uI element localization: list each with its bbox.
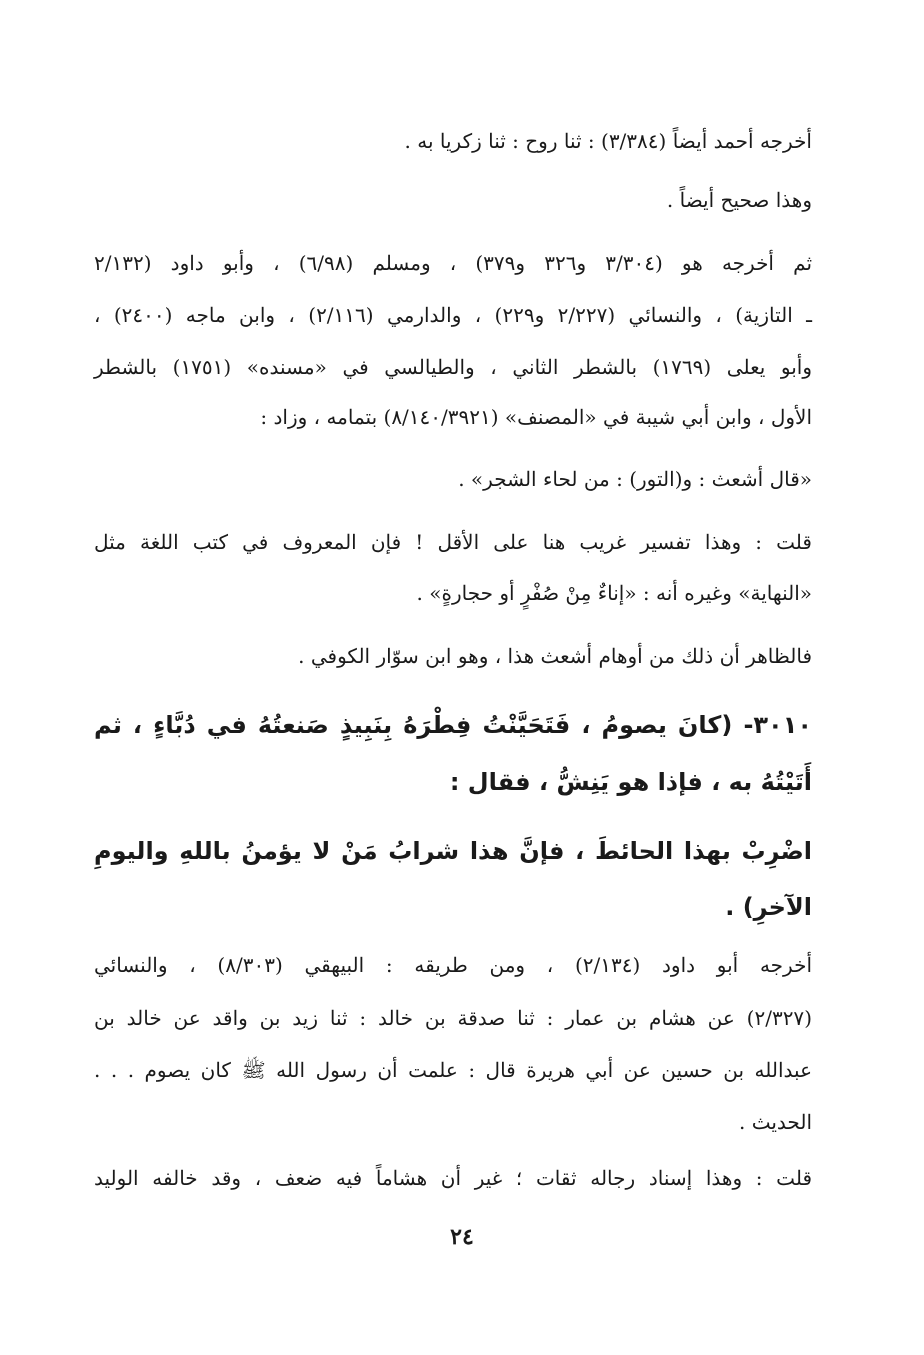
text-line: عبدالله بن حسين عن أبي هريرة قال : علمت أن رسول الله ﷺ كان يصوم . . . <box>94 1058 812 1082</box>
text-line: وأبو يعلى (١٧٦٩) بالشطر الثاني ، والطيالسي في «مسنده» (١٧٥١) بالشطر <box>94 355 812 379</box>
text-line: أخرجه أحمد أيضاً (٣/٣٨٤) : ثنا روح : ثنا زكريا به . <box>404 129 812 153</box>
page-number: ٢٤ <box>450 1224 474 1250</box>
text-line: ـ التازية) ، والنسائي (٢/٢٢٧ و٢٢٩) ، والدارمي (٢/١١٦) ، وابن ماجه (٢٤٠٠) ، <box>94 303 813 327</box>
text-line: قلت : وهذا تفسير غريب هنا على الأقل ! فإن المعروف في كتب اللغة مثل <box>94 530 812 554</box>
text-line: أخرجه أبو داود (٢/١٣٤) ، ومن طريقه : البيهقي (٨/٣٠٣) ، والنسائي <box>94 953 812 977</box>
text-line: «قال أشعث : و(التور) : من لحاء الشجر» . <box>458 467 812 491</box>
hadith-line: ٣٠١٠- (كانَ يصومُ ، فَتَحَيَّنْتُ فِطْرَهُ بِنَبِيذٍ صَنعتُهُ في دُبَّاءٍ ، ثم <box>94 711 812 739</box>
text-line: ثم أخرجه هو (٣/٣٠٤ و٣٢٦ و٣٧٩) ، ومسلم (٦/٩٨) ، وأبو داود (٢/١٣٢ <box>94 251 813 275</box>
hadith-line: اضْرِبْ بهذا الحائطَ ، فإنَّ هذا شرابُ مَنْ لا يؤمنُ باللهِ واليومِ <box>94 837 812 865</box>
text-line: (٢/٣٢٧) عن هشام بن عمار : ثنا صدقة بن خالد : ثنا زيد بن واقد عن خالد بن <box>94 1006 812 1030</box>
text-line: «النهاية» وغيره أنه : «إناءٌ مِنْ صُفْرٍ أو حجارةٍ» . <box>416 581 812 605</box>
hadith-line: الآخرِ) . <box>725 893 812 921</box>
text-line: فالظاهر أن ذلك من أوهام أشعث هذا ، وهو ابن سوّار الكوفي . <box>298 644 812 668</box>
text-line: وهذا صحيح أيضاً . <box>666 188 812 212</box>
text-line: الأول ، وابن أبي شيبة في «المصنف» (٨/١٤٠/٣٩٢١) بتمامه ، وزاد : <box>260 405 812 429</box>
hadith-line: أَتَيْتُهُ به ، فإذا هو يَنِشُّ ، فقال : <box>449 768 812 796</box>
text-line: قلت : وهذا إسناد رجاله ثقات ؛ غير أن هشاماً فيه ضعف ، وقد خالفه الوليد <box>94 1166 812 1190</box>
text-line: الحديث . <box>739 1110 812 1134</box>
